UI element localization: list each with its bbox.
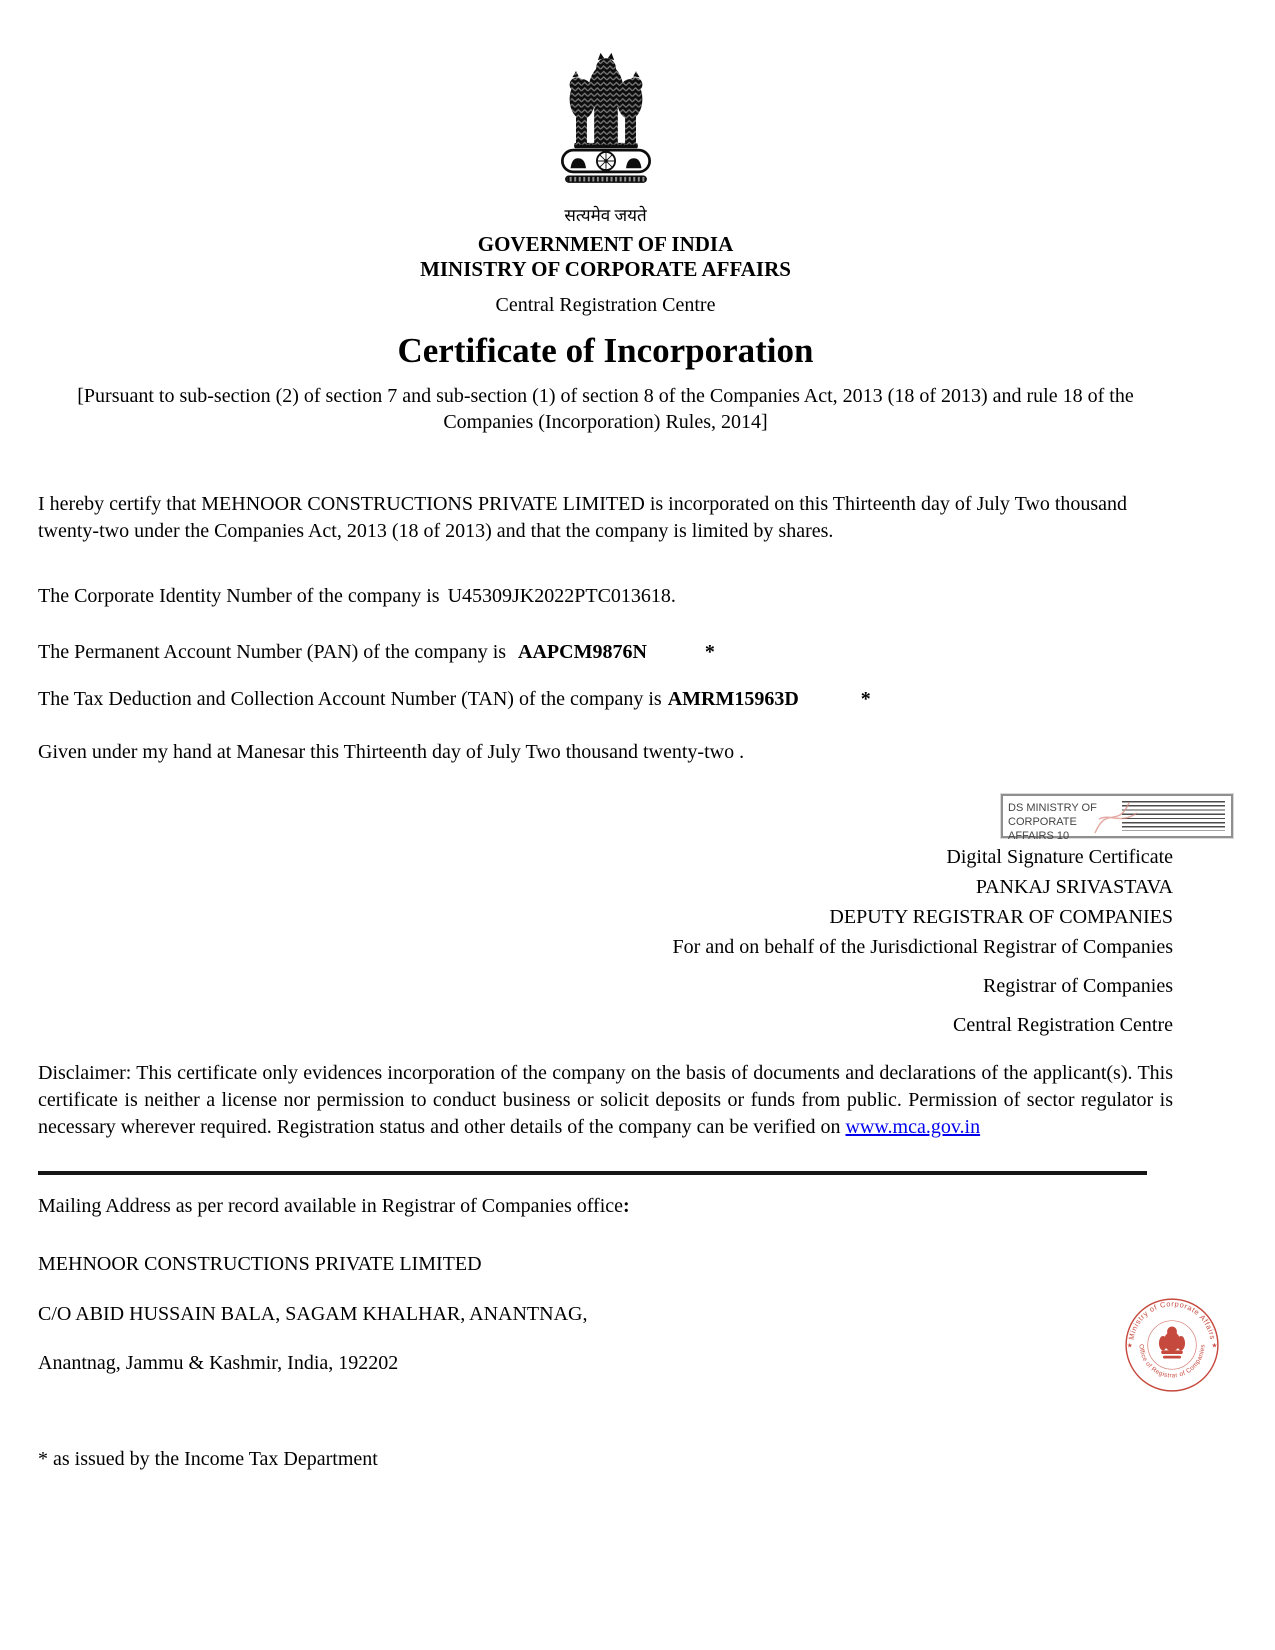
given-under-line: Given under my hand at Manesar this Thirteenth day of July Two thousand twenty-two . <box>38 741 745 764</box>
mailing-company-name: MEHNOOR CONSTRUCTIONS PRIVATE LIMITED <box>38 1253 482 1276</box>
pan-asterisk: * <box>704 641 715 664</box>
company-name: MEHNOOR CONSTRUCTIONS PRIVATE LIMITED <box>201 493 645 516</box>
disclaimer-text: Disclaimer: This certificate only evidences incorporation of the company on the basis of documents and declarations of the applicant(s). This certificate is neither a license nor permission to conduct business or solicit deposits or funds from public. Permission of sector regulator is necessary wherever required. Registration status and other details of the company can be verified on <box>38 1062 1173 1139</box>
mailing-address-line1: C/O ABID HUSSAIN BALA, SAGAM KHALHAR, ANANTNAG, <box>38 1303 588 1326</box>
cin-line <box>38 583 1173 610</box>
emblem-of-india-icon <box>556 46 656 196</box>
emblem-motto: सत्यमेव जयते <box>564 206 647 225</box>
tan-value: AMRM15963D <box>667 688 799 711</box>
sig-line-dsc: Digital Signature Certificate <box>946 846 1173 869</box>
central-registration-centre: Central Registration Centre <box>495 294 716 317</box>
sig-line-name: PANKAJ SRIVASTAVA <box>975 876 1173 899</box>
seal-star-right: ★ <box>1211 1342 1218 1350</box>
seal-center-emblem-icon <box>1159 1327 1185 1359</box>
registrar-of-companies-seal <box>1118 1291 1226 1399</box>
emblem-block <box>38 46 1173 226</box>
pan-tan-footnote: * as issued by the Income Tax Department <box>38 1448 378 1471</box>
ds-stamp-row <box>38 794 1173 842</box>
tan-line <box>38 686 1173 713</box>
section-divider <box>38 1171 1147 1175</box>
digital-signature-stamp <box>1001 794 1233 842</box>
ministry-heading: MINISTRY OF CORPORATE AFFAIRS <box>420 257 791 282</box>
pan-line <box>38 639 1173 666</box>
mailing-address-line2: Anantnag, Jammu & Kashmir, India, 192202 <box>38 1352 399 1375</box>
certify-suffix: is incorporated on this Thirteenth day of July Two thousand twenty-two under the Companies Act, 2013 (18 of 2013) and that the company is limited by shares. <box>38 493 1128 543</box>
ds-stamp-label: DS MINISTRY OF CORPORATE AFFAIRS 10 <box>1008 802 1097 842</box>
tan-label: The Tax Deduction and Collection Account Number (TAN) of the company is <box>38 688 662 711</box>
government-of-india-heading: GOVERNMENT OF INDIA <box>477 232 734 256</box>
mailing-address-label <box>38 1193 1173 1220</box>
pan-value: AAPCM9876N <box>518 641 647 664</box>
mca-website-link[interactable]: www.mca.gov.in <box>845 1116 981 1139</box>
mailing-label-text: Mailing Address as per record available in Registrar of Companies office <box>38 1195 624 1218</box>
disclaimer-paragraph <box>38 1060 1173 1141</box>
sig-line-crc: Central Registration Centre <box>953 1014 1173 1037</box>
mailing-label-colon: : <box>623 1195 630 1218</box>
certificate-title: Certificate of Incorporation <box>397 331 814 371</box>
sig-line-designation: DEPUTY REGISTRAR OF COMPANIES <box>829 906 1173 929</box>
pursuant-clause: [Pursuant to sub-section (2) of section 7 and sub-section (1) of section 8 of the Companies Act, 2013 (18 of 2013) and rule 18 of the Companies (Incorporation) Rules, 2014] <box>77 385 1134 434</box>
seal-star-left: ★ <box>1126 1342 1133 1350</box>
cin-value: U45309JK2022PTC013618. <box>447 585 676 608</box>
certify-prefix: I hereby certify that <box>38 493 202 516</box>
seal-top-text: Ministry of Corporate Affairs <box>1126 1299 1218 1341</box>
signature-block <box>38 842 1173 1040</box>
seal-bottom-text: Office of Registrar of Companies <box>1137 1343 1207 1380</box>
sig-line-on-behalf: For and on behalf of the Jurisdictional Registrar of Companies <box>672 936 1173 959</box>
pan-label: The Permanent Account Number (PAN) of the company is <box>38 641 507 664</box>
ds-stamp-signature-mark-icon <box>1089 799 1149 837</box>
tan-asterisk: * <box>860 688 871 711</box>
sig-line-roc: Registrar of Companies <box>983 975 1173 998</box>
cin-label: The Corporate Identity Number of the company is <box>38 585 440 608</box>
certification-paragraph <box>38 491 1173 545</box>
